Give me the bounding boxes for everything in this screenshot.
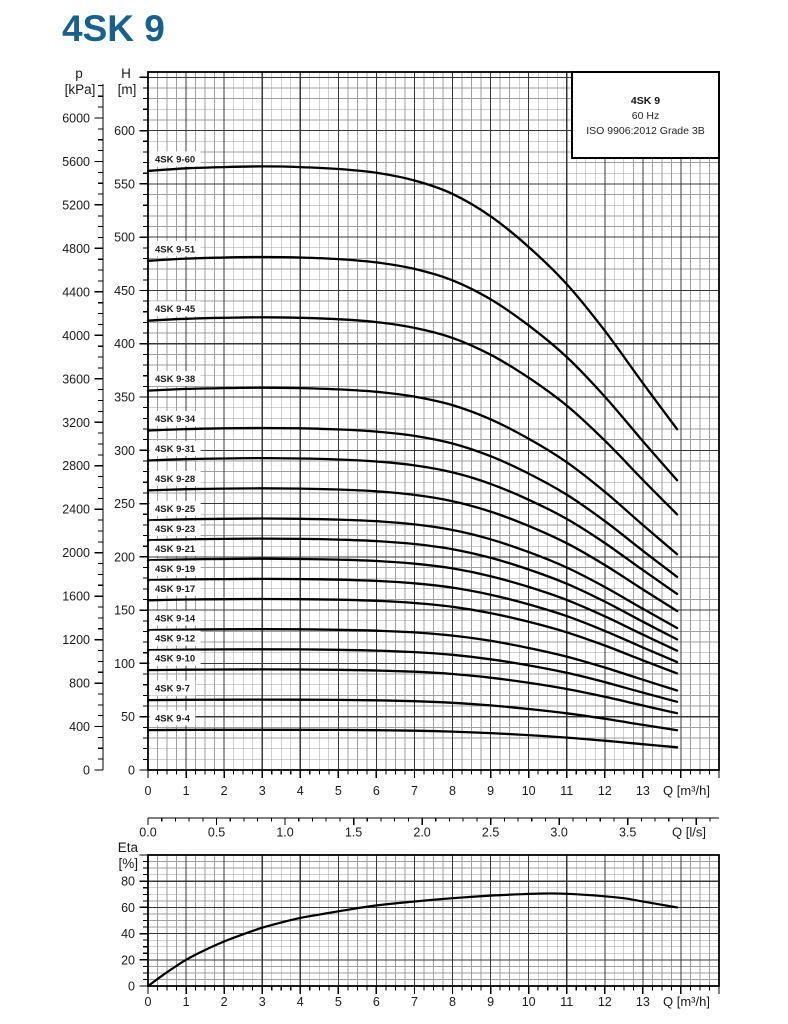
legend-frequency: 60 Hz	[631, 110, 660, 122]
legend-standard: ISO 9906:2012 Grade 3B	[586, 125, 705, 137]
curve-label-text: 4SK 9-25	[155, 503, 196, 515]
curve-label-text: 4SK 9-10	[155, 653, 196, 665]
eta-q-tick-label: 9	[487, 995, 495, 1009]
eta-tick-label: 60	[121, 900, 135, 915]
eta-axis-symbol: Eta	[117, 840, 138, 855]
legend-model: 4SK 9	[630, 95, 661, 107]
H-tick-label: 450	[114, 283, 135, 298]
q-tick-label: 4	[296, 784, 304, 798]
p-axis-symbol: p	[75, 66, 83, 81]
flow-axis-ls	[139, 818, 719, 840]
p-tick-label: 3600	[62, 372, 90, 387]
ls-tick-label: 2.5	[481, 825, 500, 840]
ls-tick-label: 0.5	[207, 825, 226, 840]
H-tick-label: 600	[114, 124, 135, 139]
eta-q-tick-label: 5	[334, 995, 342, 1009]
head-curves	[148, 166, 677, 747]
ls-tick-label: 2.0	[413, 825, 431, 840]
eta-q-tick-label: 13	[635, 995, 650, 1009]
ls-tick-label: 3.5	[618, 825, 637, 840]
ls-tick-label: 1.0	[276, 825, 294, 840]
p-tick-label: 4000	[62, 328, 90, 343]
main-grid-minor	[148, 72, 719, 770]
p-tick-label: 0	[83, 763, 90, 778]
curve-label-text: 4SK 9-14	[155, 613, 196, 625]
p-tick-label: 5600	[62, 154, 90, 169]
q-tick-label: 5	[334, 784, 342, 798]
curve-label-text: 4SK 9-17	[155, 583, 196, 595]
eta-q-tick-label: 3	[258, 995, 266, 1009]
ls-tick-label: 3.0	[550, 825, 568, 840]
H-tick-label: 550	[114, 177, 135, 192]
H-tick-label: 250	[114, 497, 135, 512]
H-axis-symbol: H	[121, 66, 131, 81]
head-curve-28	[148, 488, 677, 611]
head-curve-10	[148, 669, 677, 713]
eta-q-tick-label: 11	[560, 995, 574, 1009]
eta-q-tick-label: 2	[220, 995, 228, 1009]
p-tick-label: 400	[69, 720, 90, 735]
curve-label-text: 4SK 9-38	[155, 374, 196, 386]
head-curve-12	[148, 649, 677, 702]
H-tick-label: 150	[114, 603, 135, 618]
q-tick-label: 8	[449, 784, 457, 798]
q-tick-label: 0	[144, 784, 152, 798]
eta-q-tick-label: 7	[410, 995, 418, 1009]
curve-label-text: 4SK 9-23	[155, 523, 196, 535]
H-tick-label: 0	[128, 763, 135, 778]
curve-label-text: 4SK 9-60	[155, 154, 196, 166]
p-tick-label: 2400	[62, 502, 90, 517]
chart-legend	[571, 71, 720, 159]
curve-label-text: 4SK 9-31	[155, 443, 196, 455]
q-tick-label: 13	[635, 784, 650, 798]
p-tick-label: 6000	[62, 111, 90, 126]
q-tick-label: 1	[182, 784, 190, 798]
H-tick-label: 500	[114, 230, 135, 245]
eta-tick-label: 80	[121, 874, 135, 889]
eta-flow-axis	[145, 986, 719, 1009]
eta-q-tick-label: 0	[144, 995, 152, 1009]
p-tick-label: 1200	[62, 633, 90, 648]
head-curve-7	[148, 700, 677, 731]
H-tick-label: 350	[114, 390, 135, 405]
curve-label-text: 4SK 9-19	[155, 563, 196, 575]
p-tick-label: 800	[69, 676, 90, 691]
p-tick-label: 1600	[62, 589, 90, 604]
q-tick-label: 2	[220, 784, 228, 798]
head-curve-38	[148, 388, 677, 555]
curve-label-text: 4SK 9-51	[155, 244, 196, 256]
head-curve-25	[148, 519, 677, 629]
eta-q-tick-label: 8	[449, 995, 457, 1009]
H-tick-label: 50	[121, 710, 135, 725]
page-title: 4SK 9	[62, 8, 165, 49]
curve-label-text: 4SK 9-12	[155, 633, 196, 645]
eta-tick-label: 40	[121, 927, 135, 942]
curve-label-text: 4SK 9-45	[155, 304, 196, 316]
eta-q-tick-label: 1	[182, 995, 190, 1009]
eta-q-tick-label: 6	[372, 995, 380, 1009]
p-tick-label: 3200	[62, 415, 90, 430]
curve-label-text: 4SK 9-28	[155, 473, 196, 485]
q-tick-label: 11	[560, 784, 574, 798]
H-tick-label: 100	[114, 656, 135, 671]
p-tick-label: 4400	[62, 285, 90, 300]
q-axis-unit: Q [m³/h]	[663, 783, 710, 798]
head-curve-4	[148, 730, 677, 748]
eta-tick-label: 0	[128, 979, 135, 994]
curve-label-text: 4SK 9-4	[155, 713, 190, 725]
p-tick-label: 4800	[62, 241, 90, 256]
eta-axis-unit: [%]	[118, 856, 138, 871]
eta-grid-minor	[148, 855, 719, 986]
H-tick-label: 200	[114, 550, 135, 565]
ls-axis-unit: Q [l/s]	[672, 824, 706, 840]
q-tick-label: 3	[258, 784, 266, 798]
q-tick-label: 9	[487, 784, 495, 798]
head-curve-21	[148, 559, 677, 651]
q-tick-label: 6	[372, 784, 380, 798]
eta-q-tick-label: 10	[521, 995, 536, 1009]
eta-tick-label: 20	[121, 953, 135, 968]
ls-tick-label: 1.5	[344, 825, 363, 840]
curve-label-text: 4SK 9-21	[155, 543, 196, 555]
ls-tick-label: 0.0	[139, 825, 157, 840]
pressure-axis	[62, 66, 103, 778]
curve-label-text: 4SK 9-34	[155, 414, 196, 426]
curve-label-text: 4SK 9-7	[155, 683, 190, 695]
p-tick-label: 5200	[62, 198, 90, 213]
eta-q-tick-label: 4	[296, 995, 304, 1009]
q-tick-label: 7	[410, 784, 418, 798]
p-tick-label: 2000	[62, 546, 90, 561]
flow-axis-m3h	[145, 770, 719, 798]
p-axis-unit: [kPa]	[64, 82, 96, 97]
H-tick-label: 300	[114, 443, 135, 458]
eta-q-tick-label: 12	[597, 995, 612, 1009]
head-curve-31	[148, 458, 677, 594]
eta-q-axis-unit: Q [m³/h]	[663, 994, 710, 1009]
H-axis-unit: [m]	[117, 82, 137, 97]
H-tick-label: 400	[114, 337, 135, 352]
head-axis	[114, 66, 148, 778]
p-tick-label: 2800	[62, 459, 90, 474]
q-tick-label: 10	[521, 784, 536, 798]
eta-axis	[118, 840, 148, 994]
q-tick-label: 12	[597, 784, 612, 798]
